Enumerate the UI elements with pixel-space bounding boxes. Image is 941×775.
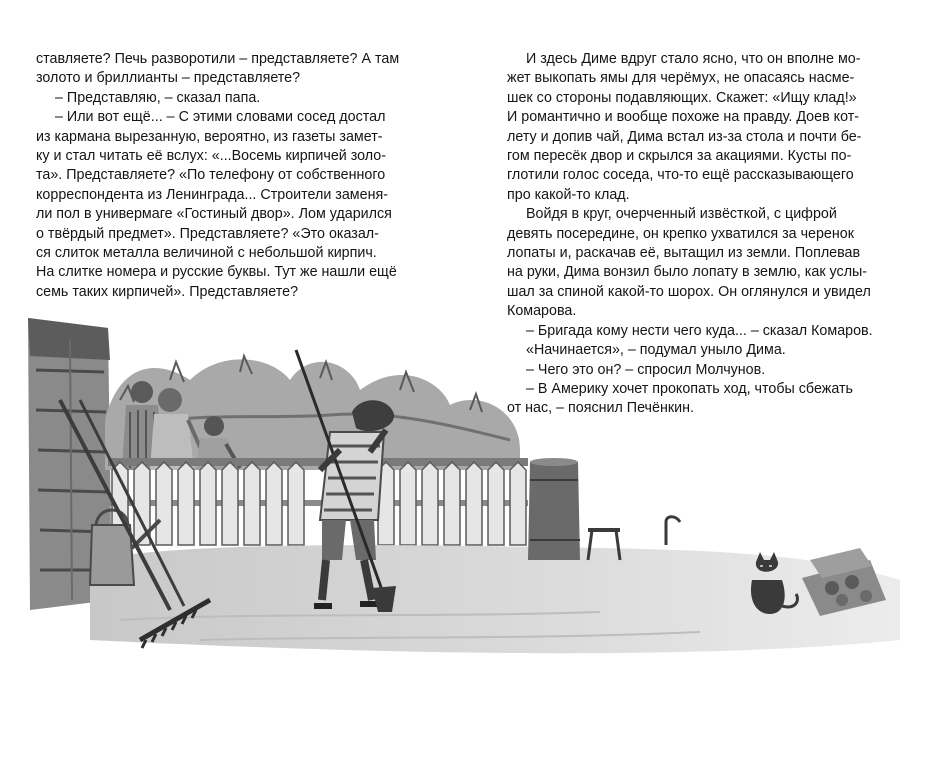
- text-line: ку и стал читать её вслух: «...Восемь кирпичей золо-: [36, 148, 386, 165]
- text-line: – Или вот ещё... – С этими словами сосед достал: [55, 109, 386, 126]
- text-line: ся слиток металла величиной с небольшой кирпич.: [36, 245, 377, 262]
- text-line: лету и допив чай, Дима встал из-за стола и почти бе-: [507, 128, 862, 145]
- text-line: золото и бриллианты – представляете?: [36, 70, 301, 87]
- text-line: от нас, – пояснил Печёнкин.: [507, 400, 694, 417]
- text-line: – Чего это он? – спросил Молчунов.: [526, 361, 766, 378]
- text-line: лопаты и, раскачав её, вытащил из земли. Поплевав: [507, 245, 861, 262]
- text-line: жет выкопать ямы для черёмух, не опасаясь насме-: [507, 70, 855, 87]
- text-line: корреспондента из Ленинграда... Строители заменя-: [36, 186, 388, 203]
- text-line: Войдя в круг, очерченный извёсткой, с цифрой: [526, 206, 837, 223]
- text-line: девять посередине, он крепко ухватился за черенок: [507, 225, 854, 242]
- text-line: ли пол в универмаге «Гостиный двор». Лом ударился: [36, 206, 392, 223]
- text-line: шал за спиной какой-то шорох. Он оглянулся и увидел: [507, 283, 871, 300]
- text-line: про какой-то клад.: [507, 186, 630, 203]
- text-line: та». Представляете? «По телефону от собственного: [36, 167, 386, 184]
- text-line: семь таких кирпичей». Представляете?: [36, 283, 299, 300]
- text-line: ставляете? Печь разворотили – представляете? А там: [36, 51, 400, 67]
- text-line: – В Америку хочет прокопать ход, чтобы сбежать: [526, 380, 853, 397]
- text-line: шек со стороны подавляющих. Скажет: «Ищу клад!»: [507, 89, 857, 106]
- text-line: на руки, Дима вонзил было лопату в землю, как услы-: [507, 264, 868, 281]
- picket-fence: [108, 458, 528, 545]
- water-tap: [666, 517, 680, 545]
- text-line: На слитке номера и русские буквы. Тут же нашли ещё: [36, 264, 397, 281]
- text-line: И здесь Диме вдруг стало ясно, что он вполне мо-: [526, 51, 861, 67]
- text-line: – Бригада кому нести чего куда... – сказал Комаров.: [526, 322, 873, 339]
- text-line: Комарова.: [507, 303, 577, 320]
- text-line: глотили голос соседа, что-то ещё рассказывающего: [507, 167, 854, 184]
- yard-illustration: [0, 300, 941, 660]
- text-line: о твёрдый предмет». Представляете? «Это оказал-: [36, 225, 379, 242]
- text-line: гом пересёк двор и скрылся за акациями. Кусты по-: [507, 148, 852, 165]
- text-line: И романтично и вообще похоже на правду. Доев кот-: [507, 109, 860, 126]
- barrel: [528, 458, 580, 560]
- text-line: из кармана вырезанную, вероятно, из газеты замет-: [36, 128, 383, 145]
- left-text-column: [36, 50, 462, 302]
- text-line: – Представляю, – сказал папа.: [55, 89, 261, 106]
- text-line: «Начинается», – подумал уныло Дима.: [526, 342, 786, 359]
